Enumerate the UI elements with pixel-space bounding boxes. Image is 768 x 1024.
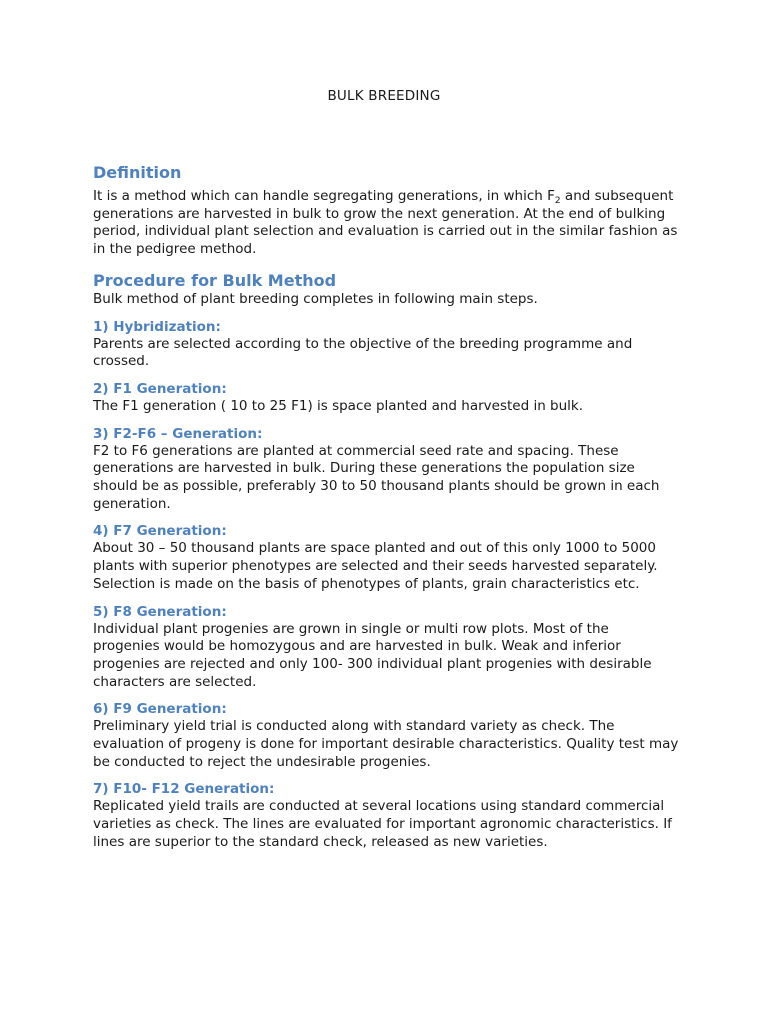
step-text: Individual plant progenies are grown in single or multi row plots. Most of the progenies would be homozygous and are harvested in bulk. Weak and inferior progenies are rejected and only 100- 300 individual plant progenies with desirable characters are selected. bbox=[93, 620, 652, 690]
step-text: F2 to F6 generations are planted at commercial seed rate and spacing. These generations are harvested in bulk. During these generations the population size should be as possible, preferably 30 to 50 thousand plants should be grown in each generation. bbox=[93, 442, 660, 512]
definition-heading: Definition bbox=[93, 163, 182, 182]
step-heading: 6) F9 Generation: bbox=[93, 701, 227, 718]
document-title: BULK BREEDING bbox=[327, 88, 441, 104]
step-text: The F1 generation ( 10 to 25 F1) is space planted and harvested in bulk. bbox=[93, 397, 584, 414]
procedure-intro: Bulk method of plant breeding completes in following main steps. bbox=[93, 290, 538, 307]
step-heading: 2) F1 Generation: bbox=[93, 380, 227, 397]
step-text: Parents are selected according to the objective of the breeding programme and crossed. bbox=[93, 335, 633, 370]
subscript: 2 bbox=[554, 196, 561, 206]
step-heading: 5) F8 Generation: bbox=[93, 603, 227, 620]
step-text: Replicated yield trails are conducted at several locations using standard commercial varieties as check. The lines are evaluated for important agronomic characteristics. If lines are superior to the standard check, released as new varieties. bbox=[93, 798, 672, 850]
step-text: About 30 – 50 thousand plants are space planted and out of this only 1000 to 5000 plants with superior phenotypes are selected and their seeds harvested separately. Selection is made on the basis of phenotypes of plants, grain characteristics etc. bbox=[93, 540, 658, 592]
document-body bbox=[93, 163, 679, 852]
definition-text: It is a method which can handle segregating generations, in which $F_2$ and subsequent generations are harvested in bulk to grow the next generation. At the end of bulking period, individual plant selection and evaluation is carried out in the similar fashion as in the pedigree method. bbox=[93, 188, 678, 258]
step-heading: 4) F7 Generation: bbox=[93, 523, 227, 540]
step-heading: 1) Hybridization: bbox=[93, 318, 221, 335]
procedure-steps bbox=[93, 309, 679, 852]
procedure-heading: Procedure for Bulk Method bbox=[93, 270, 337, 290]
step-heading: 3) F2-F6 – Generation: bbox=[93, 425, 263, 442]
step-text: Preliminary yield trial is conducted along with standard variety as check. The evaluation of progeny is done for important desirable characteristics. Quality test may be conducted to reject the undesirable progenies. bbox=[93, 718, 679, 770]
step-heading: 7) F10- F12 Generation: bbox=[93, 781, 275, 798]
